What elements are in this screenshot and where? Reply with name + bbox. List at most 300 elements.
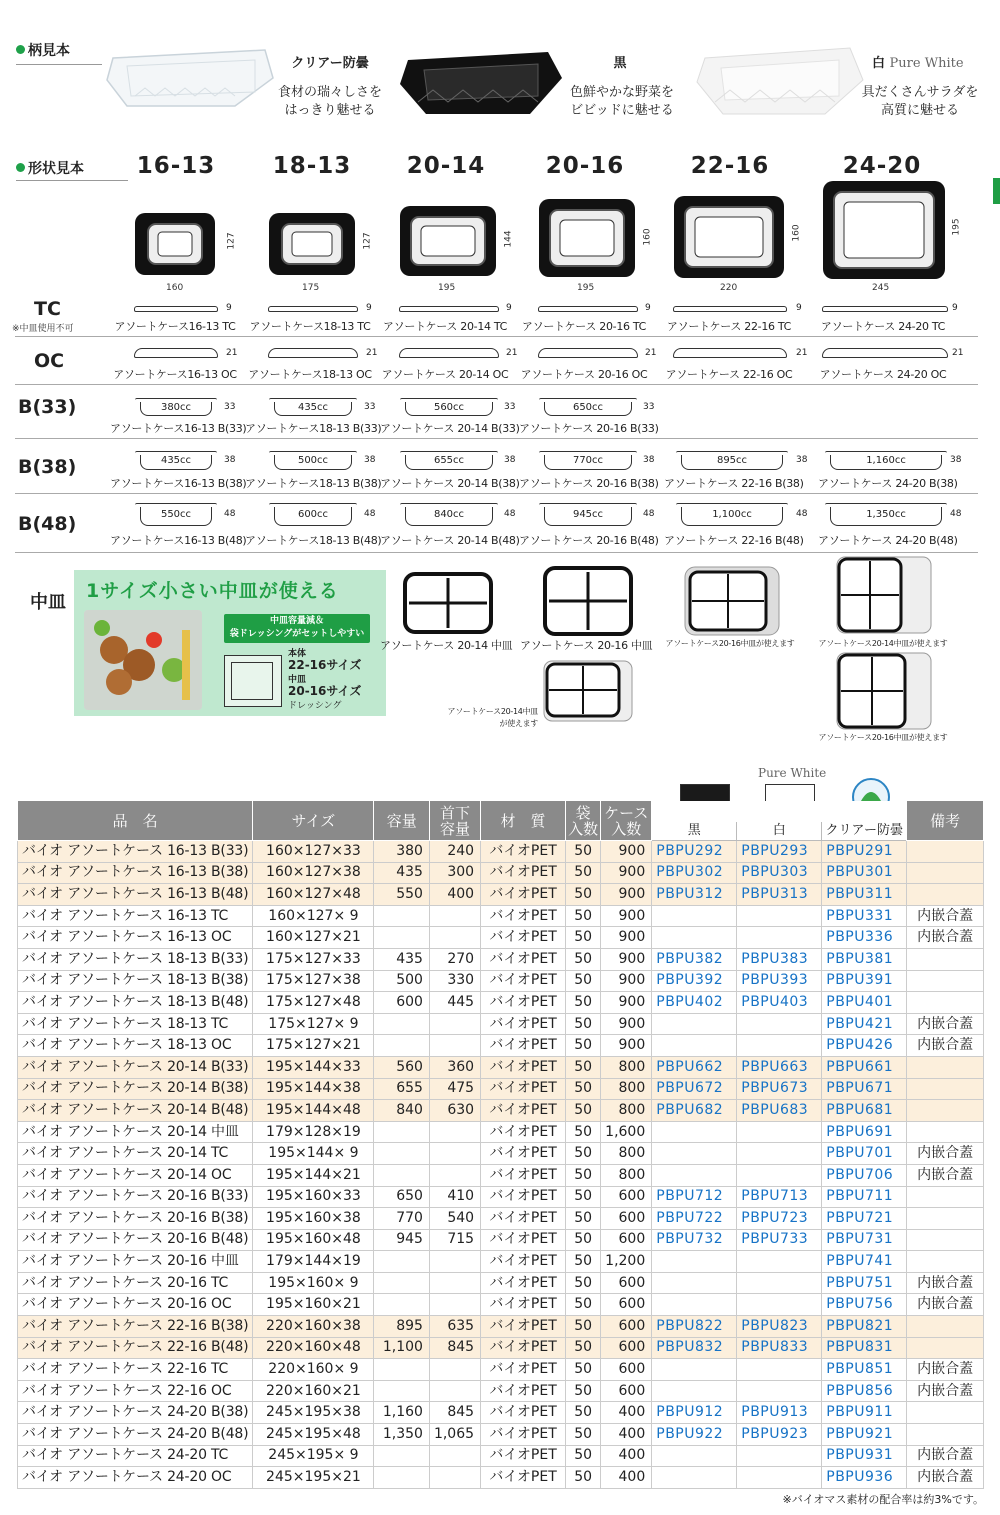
b33-height: 33 <box>643 402 655 412</box>
cell-mat: バイオPET <box>481 1251 566 1273</box>
col-size: サイズ <box>253 801 374 841</box>
cell-size: 160×127×33 <box>253 841 374 863</box>
cell-name: バイオ アソートケース 20-14 OC <box>18 1164 253 1186</box>
cell-black: PBPU402 <box>652 992 737 1014</box>
cell-name: バイオ アソートケース 20-14 B(48) <box>18 1100 253 1122</box>
table-row <box>18 1380 984 1402</box>
cell-neck <box>429 1380 480 1402</box>
cell-bag: 50 <box>566 1186 601 1208</box>
b33-profile-20-14: 560cc <box>405 402 493 416</box>
b48-height: 48 <box>643 509 655 519</box>
cell-size: 195×160× 9 <box>253 1272 374 1294</box>
tray-20-16-top-view <box>538 198 636 278</box>
cell-black: PBPU392 <box>652 970 737 992</box>
diagram-dressing-label: ドレッシング <box>288 701 342 711</box>
cell-size: 175×127×38 <box>253 970 374 992</box>
cell-size: 160×127×21 <box>253 927 374 949</box>
promo-callout: 中皿容量減＆ 袋ドレッシングがセットしやすい <box>224 614 370 643</box>
tray-20-14-top-view <box>399 205 497 277</box>
cell-size: 195×144×33 <box>253 1056 374 1078</box>
cell-case: 600 <box>601 1272 652 1294</box>
cell-neck <box>429 905 480 927</box>
cell-mat: バイオPET <box>481 1208 566 1230</box>
cell-case: 600 <box>601 1186 652 1208</box>
cell-neck <box>429 1467 480 1489</box>
cell-mat: バイオPET <box>481 1143 566 1165</box>
cell-clear: PBPU721 <box>822 1208 907 1230</box>
cell-clear: PBPU701 <box>822 1143 907 1165</box>
b38-height: 38 <box>950 455 962 465</box>
b38-label-18-13: アソートケース18-13 B(38) <box>245 477 382 490</box>
divider <box>15 438 978 439</box>
cell-note <box>907 1100 984 1122</box>
cell-size: 195×160×38 <box>253 1208 374 1230</box>
cell-mat: バイオPET <box>481 927 566 949</box>
cell-mat: バイオPET <box>481 1380 566 1402</box>
cell-bag: 50 <box>566 1402 601 1424</box>
b38-height: 38 <box>643 455 655 465</box>
b33-height: 33 <box>224 402 236 412</box>
cell-clear: PBPU301 <box>822 862 907 884</box>
cell-white: PBPU733 <box>737 1229 822 1251</box>
cell-cap: 840 <box>374 1100 430 1122</box>
tc-label-22-16: アソートケース 22-16 TC <box>666 320 792 333</box>
table-row <box>18 1100 984 1122</box>
cell-case: 400 <box>601 1424 652 1446</box>
b33-height: 33 <box>364 402 376 412</box>
tc-label-20-16: アソートケース 20-16 TC <box>521 320 647 333</box>
tc-lid-16-13 <box>134 306 218 312</box>
divider <box>15 493 978 494</box>
cell-cap <box>374 927 430 949</box>
cell-size: 175×127× 9 <box>253 1013 374 1035</box>
cell-cap: 500 <box>374 970 430 992</box>
cell-neck <box>429 927 480 949</box>
cell-mat: バイオPET <box>481 1229 566 1251</box>
cell-cap <box>374 1359 430 1381</box>
oc-height: 21 <box>796 348 808 358</box>
cell-white: PBPU673 <box>737 1078 822 1100</box>
table-row <box>18 1143 984 1165</box>
cell-bag: 50 <box>566 1316 601 1338</box>
cell-black <box>652 1013 737 1035</box>
cell-clear: PBPU426 <box>822 1035 907 1057</box>
cell-bag: 50 <box>566 1251 601 1273</box>
nakazara-24-20-fit-image-2 <box>836 652 932 730</box>
cell-neck: 540 <box>429 1208 480 1230</box>
table-row <box>18 1078 984 1100</box>
col-name: 品 名 <box>18 801 253 841</box>
cell-mat: バイオPET <box>481 1424 566 1446</box>
tc-label-24-20: アソートケース 24-20 TC <box>820 320 946 333</box>
oc-lid-18-13 <box>268 348 358 358</box>
cell-mat: バイオPET <box>481 1294 566 1316</box>
cell-black: PBPU682 <box>652 1100 737 1122</box>
oc-label-22-16: アソートケース 22-16 OC <box>665 368 793 381</box>
cell-black <box>652 1164 737 1186</box>
b48-profile-24-20: 1,350cc <box>830 507 942 526</box>
col-black: 黒 <box>652 821 737 840</box>
cell-note: 内嵌合蓋 <box>907 927 984 949</box>
tc-lid-20-16 <box>538 306 638 312</box>
cell-cap <box>374 1251 430 1273</box>
b48-height: 48 <box>504 509 516 519</box>
cell-size: 195×160×21 <box>253 1294 374 1316</box>
cell-clear: PBPU336 <box>822 927 907 949</box>
b48-profile-20-14: 840cc <box>405 507 493 526</box>
cell-white: PBPU303 <box>737 862 822 884</box>
height-18-13: 127 <box>362 232 373 250</box>
cell-note: 内嵌合蓋 <box>907 1380 984 1402</box>
cell-mat: バイオPET <box>481 1035 566 1057</box>
cell-clear: PBPU401 <box>822 992 907 1014</box>
tc-row-note: ※中皿使用不可 <box>12 324 74 334</box>
cell-neck: 400 <box>429 884 480 906</box>
table-row <box>18 1359 984 1381</box>
nakazara-label-20-14: アソートケース 20-14 中皿 <box>380 639 513 652</box>
cell-case: 900 <box>601 970 652 992</box>
cell-white: PBPU293 <box>737 841 822 863</box>
cell-neck: 240 <box>429 841 480 863</box>
cell-size: 175×127×33 <box>253 948 374 970</box>
cell-bag: 50 <box>566 1121 601 1143</box>
size-16-13-heading: 16-13 <box>136 153 216 179</box>
cell-case: 400 <box>601 1445 652 1467</box>
cell-size: 245×195×21 <box>253 1467 374 1489</box>
oc-lid-20-16 <box>538 348 638 358</box>
cell-neck <box>429 1013 480 1035</box>
cell-neck: 715 <box>429 1229 480 1251</box>
cell-size: 175×127×21 <box>253 1035 374 1057</box>
cell-note <box>907 970 984 992</box>
cell-mat: バイオPET <box>481 905 566 927</box>
width-20-16: 195 <box>577 283 595 293</box>
cell-note <box>907 1186 984 1208</box>
oc-label-16-13: アソートケース16-13 OC <box>113 368 237 381</box>
col-white: 白 <box>737 821 822 840</box>
cell-clear: PBPU331 <box>822 905 907 927</box>
b33-label-18-13: アソートケース18-13 B(33) <box>245 422 382 435</box>
cell-mat: バイオPET <box>481 841 566 863</box>
table-row <box>18 884 984 906</box>
pattern-section-label: 柄見本 <box>16 40 70 60</box>
cell-clear: PBPU291 <box>822 841 907 863</box>
cell-white <box>737 1467 822 1489</box>
cell-case: 900 <box>601 884 652 906</box>
cell-name: バイオ アソートケース 20-14 B(33) <box>18 1056 253 1078</box>
b38-height: 38 <box>224 455 236 465</box>
cell-size: 245×195× 9 <box>253 1445 374 1467</box>
tc-lid-18-13 <box>268 306 358 312</box>
cell-white: PBPU683 <box>737 1100 822 1122</box>
cell-clear: PBPU671 <box>822 1078 907 1100</box>
table-row <box>18 1445 984 1467</box>
cell-mat: バイオPET <box>481 1013 566 1035</box>
cell-name: バイオ アソートケース 16-13 B(33) <box>18 841 253 863</box>
tc-height: 9 <box>645 303 651 313</box>
b48-label-20-16: アソートケース 20-16 B(48) <box>519 534 659 547</box>
cell-neck: 845 <box>429 1402 480 1424</box>
cell-cap <box>374 1013 430 1035</box>
b38-height: 38 <box>504 455 516 465</box>
cell-black: PBPU712 <box>652 1186 737 1208</box>
cell-mat: バイオPET <box>481 1359 566 1381</box>
cell-cap: 550 <box>374 884 430 906</box>
cell-bag: 50 <box>566 927 601 949</box>
cell-black: PBPU912 <box>652 1402 737 1424</box>
cell-black: PBPU672 <box>652 1078 737 1100</box>
cell-size: 195×144× 9 <box>253 1143 374 1165</box>
cell-note: 内嵌合蓋 <box>907 1272 984 1294</box>
nakazara-note-22-16: アソートケース20-16中皿が使えます <box>665 639 795 648</box>
cell-white: PBPU313 <box>737 884 822 906</box>
cell-note: 内嵌合蓋 <box>907 1164 984 1186</box>
cell-white <box>737 927 822 949</box>
cell-bag: 50 <box>566 1100 601 1122</box>
cell-black: PBPU292 <box>652 841 737 863</box>
cell-case: 600 <box>601 1229 652 1251</box>
cell-white <box>737 1121 822 1143</box>
cell-size: 195×144×21 <box>253 1164 374 1186</box>
pure-white-brand: Pure White <box>758 766 827 780</box>
divider <box>16 64 102 65</box>
cell-clear: PBPU921 <box>822 1424 907 1446</box>
b38-profile-24-20: 1,160cc <box>830 455 942 470</box>
cell-case: 800 <box>601 1164 652 1186</box>
cell-bag: 50 <box>566 884 601 906</box>
cell-size: 245×195×38 <box>253 1402 374 1424</box>
cell-bag: 50 <box>566 1056 601 1078</box>
cell-bag: 50 <box>566 1035 601 1057</box>
cell-case: 600 <box>601 1380 652 1402</box>
cell-clear: PBPU691 <box>822 1121 907 1143</box>
b33-label-20-16: アソートケース 20-16 B(33) <box>519 422 659 435</box>
tc-height: 9 <box>506 303 512 313</box>
cell-white <box>737 1143 822 1165</box>
cell-black: PBPU302 <box>652 862 737 884</box>
cell-black: PBPU312 <box>652 884 737 906</box>
cell-black: PBPU662 <box>652 1056 737 1078</box>
col-bag-count: 袋 入数 <box>566 801 601 841</box>
b48-label-18-13: アソートケース18-13 B(48) <box>245 534 382 547</box>
b48-height: 48 <box>224 509 236 519</box>
cell-cap: 560 <box>374 1056 430 1078</box>
cell-neck <box>429 1294 480 1316</box>
cell-name: バイオ アソートケース 22-16 OC <box>18 1380 253 1402</box>
cell-mat: バイオPET <box>481 970 566 992</box>
cell-cap: 1,160 <box>374 1402 430 1424</box>
cell-name: バイオ アソートケース 16-13 B(48) <box>18 884 253 906</box>
cell-case: 400 <box>601 1402 652 1424</box>
nakazara-20-14-image <box>403 572 493 634</box>
cell-bag: 50 <box>566 1337 601 1359</box>
cell-name: バイオ アソートケース 20-16 TC <box>18 1272 253 1294</box>
cell-neck <box>429 1251 480 1273</box>
cell-neck: 410 <box>429 1186 480 1208</box>
oc-lid-22-16 <box>673 348 787 358</box>
clear-tray-photo <box>105 40 275 110</box>
cell-clear: PBPU911 <box>822 1402 907 1424</box>
white-tray-photo <box>695 40 865 120</box>
cell-cap: 1,100 <box>374 1337 430 1359</box>
cell-name: バイオ アソートケース 18-13 B(38) <box>18 970 253 992</box>
cell-neck: 1,065 <box>429 1424 480 1446</box>
b38-height: 38 <box>364 455 376 465</box>
table-row <box>18 992 984 1014</box>
cell-case: 900 <box>601 992 652 1014</box>
cell-note <box>907 1402 984 1424</box>
cell-clear: PBPU311 <box>822 884 907 906</box>
cell-clear: PBPU751 <box>822 1272 907 1294</box>
cell-case: 900 <box>601 1013 652 1035</box>
table-row <box>18 1402 984 1424</box>
height-24-20: 195 <box>951 218 962 236</box>
cell-white <box>737 1380 822 1402</box>
oc-height: 21 <box>952 348 964 358</box>
table-row <box>18 1337 984 1359</box>
cell-note <box>907 1316 984 1338</box>
nakazara-note-24-20-b: アソートケース20-16中皿が使えます <box>818 733 948 742</box>
cell-name: バイオ アソートケース 20-16 B(33) <box>18 1186 253 1208</box>
nakazara-24-20-fit-image <box>836 556 932 634</box>
cell-cap: 650 <box>374 1186 430 1208</box>
b38-profile-22-16: 895cc <box>681 455 783 470</box>
cell-white: PBPU723 <box>737 1208 822 1230</box>
cell-mat: バイオPET <box>481 1337 566 1359</box>
cell-mat: バイオPET <box>481 1272 566 1294</box>
b48-profile-18-13: 600cc <box>274 507 352 526</box>
table-row <box>18 1208 984 1230</box>
cell-cap: 380 <box>374 841 430 863</box>
b38-label-24-20: アソートケース 24-20 B(38) <box>818 477 958 490</box>
tray-16-13-top-view <box>134 212 216 276</box>
size-20-16-heading: 20-16 <box>545 153 625 179</box>
cell-size: 220×160×38 <box>253 1316 374 1338</box>
cell-mat: バイオPET <box>481 1467 566 1489</box>
cell-cap <box>374 1143 430 1165</box>
cell-white: PBPU823 <box>737 1316 822 1338</box>
cell-bag: 50 <box>566 905 601 927</box>
oc-label-24-20: アソートケース 24-20 OC <box>819 368 947 381</box>
cell-note: 内嵌合蓋 <box>907 1359 984 1381</box>
cell-note <box>907 884 984 906</box>
b38-label-20-14: アソートケース 20-14 B(38) <box>380 477 520 490</box>
cell-cap: 435 <box>374 948 430 970</box>
b38-label-20-16: アソートケース 20-16 B(38) <box>519 477 659 490</box>
cell-note: 内嵌合蓋 <box>907 1445 984 1467</box>
cell-name: バイオ アソートケース 20-16 OC <box>18 1294 253 1316</box>
cell-clear: PBPU381 <box>822 948 907 970</box>
cell-black <box>652 1467 737 1489</box>
cell-black: PBPU732 <box>652 1229 737 1251</box>
cell-neck: 630 <box>429 1100 480 1122</box>
tc-height: 9 <box>366 303 372 313</box>
cell-white <box>737 1445 822 1467</box>
width-22-16: 220 <box>720 283 738 293</box>
cell-name: バイオ アソートケース 18-13 TC <box>18 1013 253 1035</box>
width-16-13: 160 <box>166 283 184 293</box>
cell-note: 内嵌合蓋 <box>907 905 984 927</box>
cell-bag: 50 <box>566 1272 601 1294</box>
b38-profile-16-13: 435cc <box>140 455 212 470</box>
cell-note: 内嵌合蓋 <box>907 1294 984 1316</box>
cell-black <box>652 1035 737 1057</box>
cell-note <box>907 1208 984 1230</box>
cell-cap <box>374 1445 430 1467</box>
table-row <box>18 1467 984 1489</box>
cell-case: 1,600 <box>601 1121 652 1143</box>
cell-mat: バイオPET <box>481 1100 566 1122</box>
cell-clear: PBPU391 <box>822 970 907 992</box>
cell-bag: 50 <box>566 862 601 884</box>
cell-white <box>737 1013 822 1035</box>
cell-name: バイオ アソートケース 24-20 B(38) <box>18 1402 253 1424</box>
cell-size: 195×160×48 <box>253 1229 374 1251</box>
cell-size: 195×144×48 <box>253 1100 374 1122</box>
cell-bag: 50 <box>566 1013 601 1035</box>
cell-note: 内嵌合蓋 <box>907 1013 984 1035</box>
b48-height: 48 <box>796 509 808 519</box>
cell-name: バイオ アソートケース 22-16 B(38) <box>18 1316 253 1338</box>
pattern-white-title: 白 Pure White <box>872 56 964 71</box>
b38-label-22-16: アソートケース 22-16 B(38) <box>664 477 804 490</box>
tc-height: 9 <box>796 303 802 313</box>
table-row <box>18 948 984 970</box>
oc-height: 21 <box>645 348 657 358</box>
cell-white: PBPU913 <box>737 1402 822 1424</box>
cell-neck: 360 <box>429 1056 480 1078</box>
cell-neck: 445 <box>429 992 480 1014</box>
cell-size: 220×160×48 <box>253 1337 374 1359</box>
shape-section-label: 形状見本 <box>16 158 84 178</box>
cell-clear: PBPU661 <box>822 1056 907 1078</box>
divider <box>15 336 978 337</box>
cell-case: 600 <box>601 1337 652 1359</box>
tc-lid-24-20 <box>822 306 948 312</box>
oc-lid-16-13 <box>134 348 218 358</box>
cell-name: バイオ アソートケース 18-13 B(33) <box>18 948 253 970</box>
cell-case: 800 <box>601 1078 652 1100</box>
cell-bag: 50 <box>566 1078 601 1100</box>
cell-cap <box>374 1164 430 1186</box>
cell-note <box>907 948 984 970</box>
cell-cap <box>374 1272 430 1294</box>
cell-cap <box>374 1035 430 1057</box>
cell-bag: 50 <box>566 1424 601 1446</box>
cell-black: PBPU382 <box>652 948 737 970</box>
pattern-white-desc: 具だくさんサラダを 高質に魅せる <box>861 85 979 118</box>
tray-24-20-top-view <box>822 180 946 280</box>
cell-clear: PBPU756 <box>822 1294 907 1316</box>
cell-name: バイオ アソートケース 20-16 B(48) <box>18 1229 253 1251</box>
cell-note: 内嵌合蓋 <box>907 1467 984 1489</box>
promo-title: 1サイズ小さい中皿が使える <box>86 580 339 602</box>
cell-bag: 50 <box>566 1164 601 1186</box>
cell-bag: 50 <box>566 992 601 1014</box>
cell-mat: バイオPET <box>481 1316 566 1338</box>
cell-mat: バイオPET <box>481 1445 566 1467</box>
cell-black: PBPU922 <box>652 1424 737 1446</box>
cell-neck: 330 <box>429 970 480 992</box>
cell-clear: PBPU731 <box>822 1229 907 1251</box>
width-18-13: 175 <box>302 283 320 293</box>
table-row <box>18 1229 984 1251</box>
cell-bag: 50 <box>566 1229 601 1251</box>
cell-cap: 895 <box>374 1316 430 1338</box>
cell-black <box>652 927 737 949</box>
cell-case: 600 <box>601 1316 652 1338</box>
cell-note <box>907 1121 984 1143</box>
